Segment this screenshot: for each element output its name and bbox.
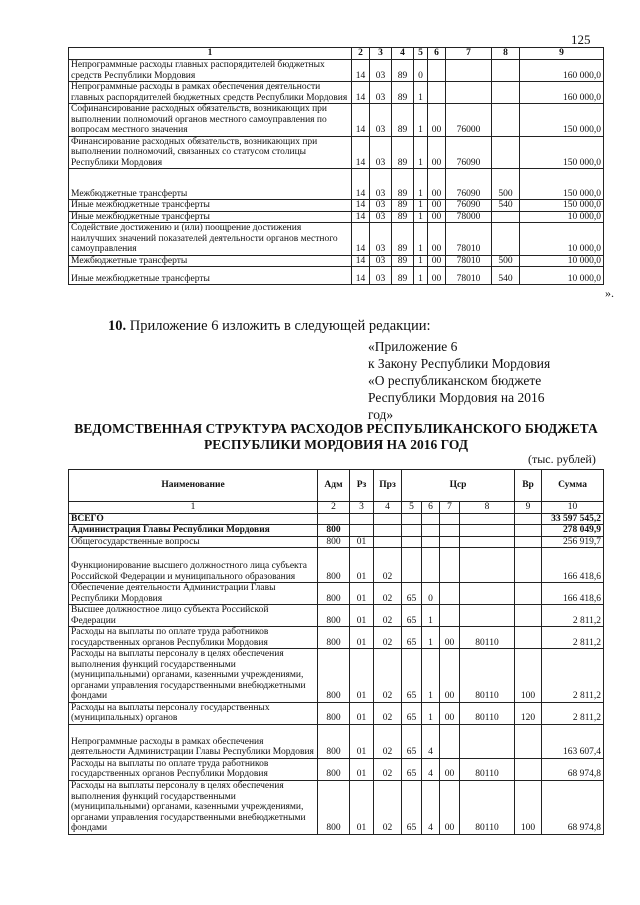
row-vr [515,525,542,537]
row-code-c2: 14 [352,136,370,169]
row-vr [515,605,542,627]
row-sum: 163 607,4 [542,724,604,758]
row-vr [515,758,542,780]
row-code-c6 [428,60,446,82]
row-sum: 33 597 545,2 [542,513,604,525]
row-code-c8: 540 [492,200,520,212]
row-csr-direction: 80110 [460,702,515,724]
row-csr-direction [460,605,515,627]
row-code-c3: 03 [370,136,392,169]
row-adm: 800 [318,758,350,780]
row-code-c4: 89 [392,169,414,200]
row-csr-subprogram [422,513,440,525]
table1-header-cell: 8 [492,48,520,60]
row-prz [374,536,402,548]
row-csr-main-event [440,548,460,583]
row-code-c8: 500 [492,169,520,200]
row-csr-program: 65 [402,758,422,780]
row-vr [515,513,542,525]
row-vr [515,536,542,548]
row-code-c3: 03 [370,267,392,285]
appendix-line-5: год» [368,407,394,422]
row-csr-direction: 80110 [460,780,515,834]
row-sum: 166 418,6 [542,548,604,583]
table-row [69,724,604,758]
row-code-c2: 14 [352,255,370,267]
row-rz: 01 [350,627,374,649]
row-code-c4: 89 [392,136,414,169]
row-prz: 02 [374,605,402,627]
row-name: Непрограммные расходы в рамках обеспечения деятельности главных распорядителей бюджетных средств Республики Мордовия [69,82,352,104]
row-code-c4: 89 [392,104,414,137]
row-adm: 800 [318,702,350,724]
row-sum: 278 049,9 [542,525,604,537]
row-code-c7 [446,82,492,104]
row-code-c4: 89 [392,211,414,223]
row-code-c4: 89 [392,223,414,256]
row-code-c7: 76090 [446,136,492,169]
row-rz: 01 [350,548,374,583]
row-rz: 01 [350,605,374,627]
row-csr-program: 65 [402,780,422,834]
row-csr-main-event: 00 [440,758,460,780]
row-sum: 166 418,6 [542,583,604,605]
row-sum: 68 974,8 [542,758,604,780]
row-csr-subprogram [422,525,440,537]
row-csr-direction: 80110 [460,758,515,780]
row-code-c4: 89 [392,60,414,82]
row-prz: 02 [374,583,402,605]
row-vr [515,724,542,758]
row-name: Администрация Главы Республики Мордовия [69,525,318,537]
row-sum: 256 919,7 [542,536,604,548]
row-code-c5: 0 [414,60,428,82]
row-code-c6: 00 [428,223,446,256]
row-prz: 02 [374,780,402,834]
row-code-c5: 1 [414,211,428,223]
row-csr-program: 65 [402,627,422,649]
row-code-c4: 89 [392,255,414,267]
row-sum: 150 000,0 [520,136,604,169]
table1-header-cell: 2 [352,48,370,60]
row-rz [350,513,374,525]
row-adm: 800 [318,780,350,834]
row-rz: 01 [350,702,374,724]
row-csr-main-event: 00 [440,780,460,834]
row-vr [515,583,542,605]
row-code-c5: 1 [414,104,428,137]
row-code-c3: 03 [370,223,392,256]
row-csr-direction [460,536,515,548]
row-name: Расходы на выплаты по оплате труда работников государственных органов Республики Мордовия [69,758,318,780]
column-number-cell: 5 [402,502,422,514]
row-sum: 160 000,0 [520,82,604,104]
table-row [69,223,604,256]
column-number-cell: 4 [374,502,402,514]
table-row [69,255,604,267]
header-rz: Рз [350,470,374,502]
table1-header-row [69,48,604,60]
row-csr-main-event [440,536,460,548]
table-row [69,200,604,212]
row-code-c7: 76090 [446,200,492,212]
table-row [69,548,604,583]
table1-header-cell: 1 [69,48,352,60]
row-csr-program: 65 [402,605,422,627]
column-number-cell: 6 [422,502,440,514]
row-code-c5: 1 [414,82,428,104]
row-adm: 800 [318,627,350,649]
row-sum: 150 000,0 [520,104,604,137]
row-csr-direction: 80110 [460,627,515,649]
table-row [69,267,604,285]
item-number: 10. [108,318,127,334]
table1-header-cell: 6 [428,48,446,60]
row-vr: 120 [515,702,542,724]
row-code-c7: 78010 [446,267,492,285]
row-name: Непрограммные расходы главных распорядителей бюджетных средств Республики Мордовия [69,60,352,82]
column-number-cell: 8 [460,502,515,514]
row-code-c3: 03 [370,169,392,200]
row-csr-program: 65 [402,702,422,724]
row-adm: 800 [318,536,350,548]
row-name: Финансирование расходных обязательств, возникающих при выполнении полномочий, связанных со статусом столицы Республики Мордовия [69,136,352,169]
row-adm: 800 [318,548,350,583]
table-row [69,758,604,780]
table-header-row [69,470,604,502]
row-name: Функционирование высшего должностного лица субъекта Российской Федерации и муниципального образования [69,548,318,583]
table-row [69,583,604,605]
row-rz: 01 [350,724,374,758]
row-name: Содействие достижению и (или) поощрение достижения наилучших значений показателей деятельности органов местного самоуправления [69,223,352,256]
budget-table-continued [68,47,604,285]
row-rz: 01 [350,649,374,703]
row-code-c5: 1 [414,169,428,200]
row-code-c2: 14 [352,60,370,82]
header-vr: Вр [515,470,542,502]
row-code-c3: 03 [370,200,392,212]
row-code-c8 [492,104,520,137]
row-csr-direction [460,525,515,537]
row-csr-main-event [440,583,460,605]
row-rz [350,525,374,537]
row-prz: 02 [374,649,402,703]
row-code-c5: 1 [414,267,428,285]
row-sum: 10 000,0 [520,211,604,223]
row-code-c6: 00 [428,104,446,137]
row-csr-subprogram [422,536,440,548]
table-row [69,649,604,703]
table-row [69,605,604,627]
table-row [69,702,604,724]
row-name: Общегосударственные вопросы [69,536,318,548]
header-prz: Прз [374,470,402,502]
row-adm: 800 [318,724,350,758]
row-adm [318,513,350,525]
row-csr-subprogram: 0 [422,583,440,605]
row-code-c2: 14 [352,82,370,104]
row-code-c5: 1 [414,200,428,212]
row-code-c8: 540 [492,267,520,285]
column-number-cell: 7 [440,502,460,514]
row-code-c5: 1 [414,223,428,256]
header-sum: Сумма [542,470,604,502]
row-sum: 150 000,0 [520,169,604,200]
row-csr-subprogram [422,548,440,583]
row-name: Межбюджетные трансферты [69,169,352,200]
header-adm: Адм [318,470,350,502]
row-csr-direction [460,583,515,605]
row-name: Иные межбюджетные трансферты [69,267,352,285]
row-vr: 100 [515,649,542,703]
table2-number-row [69,502,604,514]
column-number-cell: 10 [542,502,604,514]
row-code-c8 [492,223,520,256]
row-name: Межбюджетные трансферты [69,255,352,267]
row-csr-program: 65 [402,724,422,758]
row-code-c4: 89 [392,267,414,285]
table-row [69,60,604,82]
row-csr-direction [460,724,515,758]
row-rz: 01 [350,536,374,548]
table-row [69,513,604,525]
row-code-c7: 78010 [446,223,492,256]
row-code-c8 [492,211,520,223]
row-csr-subprogram: 1 [422,649,440,703]
row-prz [374,513,402,525]
row-csr-program [402,525,422,537]
appendix-line-3: «О республиканском бюджете [368,373,542,388]
column-number-cell: 1 [69,502,318,514]
row-adm: 800 [318,649,350,703]
row-code-c6: 00 [428,169,446,200]
row-csr-main-event [440,605,460,627]
table1-header-cell: 3 [370,48,392,60]
row-sum: 160 000,0 [520,60,604,82]
row-code-c7: 78000 [446,211,492,223]
row-csr-program [402,513,422,525]
row-code-c8 [492,136,520,169]
row-name: Обеспечение деятельности Администрации Главы Республики Мордовия [69,583,318,605]
row-csr-main-event [440,525,460,537]
table-row [69,169,604,200]
row-vr: 100 [515,780,542,834]
row-name: Расходы на выплаты персоналу в целях обеспечения выполнения функций государственными (муниципальными) органами, казенными учреждениями, органами управления государственными внебюджетными фондами [69,649,318,703]
row-name: Иные межбюджетные трансферты [69,211,352,223]
row-csr-subprogram: 4 [422,780,440,834]
row-csr-subprogram: 1 [422,627,440,649]
table1-header-cell: 5 [414,48,428,60]
row-csr-program [402,536,422,548]
item-text: Приложение 6 изложить в следующей редакции: [126,318,431,334]
row-code-c4: 89 [392,82,414,104]
row-name: Расходы на выплаты по оплате труда работников государственных органов Республики Мордовия [69,627,318,649]
row-csr-subprogram: 4 [422,758,440,780]
row-adm: 800 [318,583,350,605]
table1-header-cell: 9 [520,48,604,60]
row-code-c7 [446,60,492,82]
row-sum: 2 811,2 [542,702,604,724]
row-sum: 2 811,2 [542,649,604,703]
row-sum: 2 811,2 [542,605,604,627]
row-code-c8 [492,60,520,82]
row-code-c6 [428,82,446,104]
amendment-item [108,318,431,335]
row-code-c6: 00 [428,211,446,223]
row-code-c2: 14 [352,267,370,285]
row-rz: 01 [350,780,374,834]
row-code-c8 [492,82,520,104]
column-number-cell: 9 [515,502,542,514]
row-code-c2: 14 [352,200,370,212]
page-number: 125 [571,32,591,47]
row-csr-subprogram: 4 [422,724,440,758]
row-code-c7: 76090 [446,169,492,200]
row-code-c6: 00 [428,136,446,169]
table1-header-cell: 4 [392,48,414,60]
row-code-c5: 1 [414,255,428,267]
row-name: Иные межбюджетные трансферты [69,200,352,212]
row-prz: 02 [374,627,402,649]
table-row [69,780,604,834]
row-csr-main-event [440,513,460,525]
row-sum: 150 000,0 [520,200,604,212]
table-row [69,82,604,104]
row-name: Софинансирование расходных обязательств, возникающих при выполнении полномочий органов местного самоуправления по вопросам местного значения [69,104,352,137]
row-code-c2: 14 [352,169,370,200]
table-row [69,211,604,223]
row-csr-main-event: 00 [440,627,460,649]
row-code-c3: 03 [370,60,392,82]
row-csr-direction: 80110 [460,649,515,703]
row-name: ВСЕГО [69,513,318,525]
row-sum: 10 000,0 [520,255,604,267]
row-prz: 02 [374,758,402,780]
closing-quote: ». [605,286,614,300]
row-sum: 2 811,2 [542,627,604,649]
row-csr-program: 65 [402,649,422,703]
table-row [69,136,604,169]
row-code-c6: 00 [428,200,446,212]
row-sum: 68 974,8 [542,780,604,834]
row-code-c3: 03 [370,82,392,104]
row-csr-main-event: 00 [440,702,460,724]
row-sum: 10 000,0 [520,223,604,256]
row-code-c2: 14 [352,104,370,137]
table-row [69,627,604,649]
column-number-cell: 2 [318,502,350,514]
appendix-line-4: Республики Мордовия на 2016 [368,390,545,405]
document-title-line-1: ВЕДОМСТВЕННАЯ СТРУКТУРА РАСХОДОВ РЕСПУБЛИКАНСКОГО БЮДЖЕТА [74,421,598,436]
appendix-line-1: «Приложение 6 [368,339,458,354]
row-code-c4: 89 [392,200,414,212]
row-name: Расходы на выплаты персоналу в целях обеспечения выполнения функций государственными (муниципальными) органами, казенными учреждениями, органами управления государственными внебюджетными фондами [69,780,318,834]
row-code-c2: 14 [352,223,370,256]
document-title-line-2: РЕСПУБЛИКИ МОРДОВИЯ НА 2016 ГОД [203,437,469,452]
header-csr: Цср [402,470,515,502]
row-csr-main-event: 00 [440,649,460,703]
row-code-c5: 1 [414,136,428,169]
row-vr [515,548,542,583]
row-csr-subprogram: 1 [422,605,440,627]
table1-header-cell: 7 [446,48,492,60]
row-code-c3: 03 [370,104,392,137]
row-prz: 02 [374,702,402,724]
table-row [69,525,604,537]
departmental-structure-table [68,469,604,835]
header-name: Наименование [69,470,318,502]
row-code-c7: 78010 [446,255,492,267]
row-code-c3: 03 [370,255,392,267]
row-name: Расходы на выплаты персоналу государственных (муниципальных) органов [69,702,318,724]
row-csr-subprogram: 1 [422,702,440,724]
row-csr-direction [460,548,515,583]
row-vr [515,627,542,649]
row-name: Высшее должностное лицо субъекта Российской Федерации [69,605,318,627]
row-code-c7: 76000 [446,104,492,137]
table-row [69,536,604,548]
row-csr-main-event [440,724,460,758]
row-rz: 01 [350,583,374,605]
row-csr-program [402,548,422,583]
table-row [69,104,604,137]
row-csr-program: 65 [402,583,422,605]
row-prz [374,525,402,537]
row-prz: 02 [374,724,402,758]
row-adm: 800 [318,605,350,627]
row-code-c6: 00 [428,255,446,267]
units-label: (тыс. рублей) [528,452,596,466]
row-code-c6: 00 [428,267,446,285]
row-sum: 10 000,0 [520,267,604,285]
row-name: Непрограммные расходы в рамках обеспечения деятельности Администрации Главы Республики Мордовия [69,724,318,758]
appendix-line-2: к Закону Республики Мордовия [368,356,551,371]
row-prz: 02 [374,548,402,583]
row-code-c2: 14 [352,211,370,223]
row-adm: 800 [318,525,350,537]
row-code-c8: 500 [492,255,520,267]
row-rz: 01 [350,758,374,780]
row-code-c3: 03 [370,211,392,223]
column-number-cell: 3 [350,502,374,514]
row-csr-direction [460,513,515,525]
